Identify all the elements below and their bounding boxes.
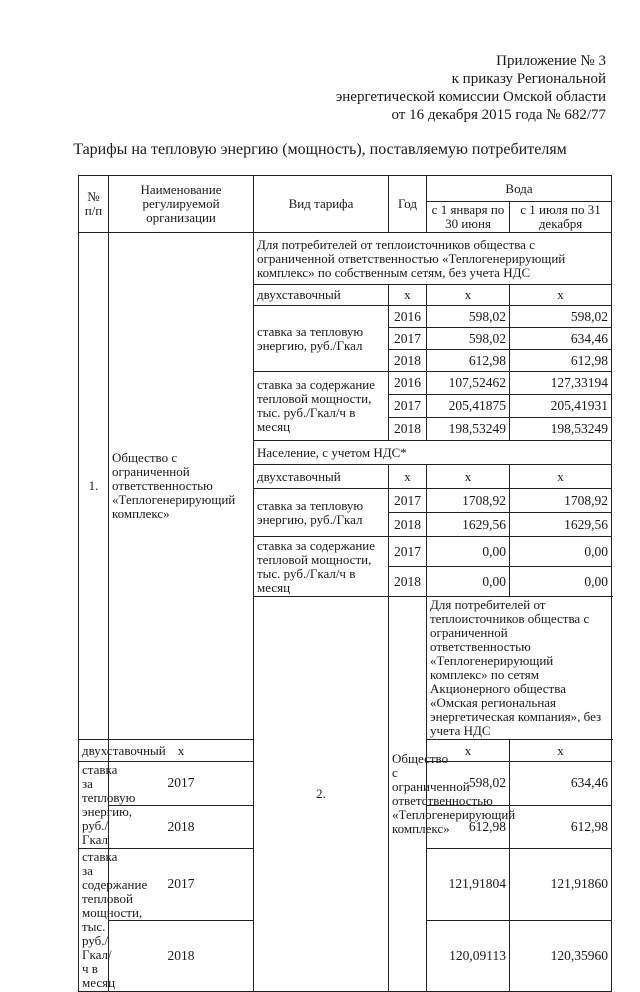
value-cell: 634,46	[510, 328, 612, 350]
value-cell: 598,02	[427, 328, 510, 350]
year-cell: 2018	[389, 513, 427, 537]
row2-rate-heat: ставка за тепловую энергию, руб./Гкал	[79, 762, 109, 849]
row1-b-rate-heat: ставка за тепловую энергию, руб./Гкал	[254, 489, 389, 537]
year-cell: 2017	[389, 489, 427, 513]
row1-a-rate-capacity: ставка за содержание тепловой мощности, тыс. руб./Гкал/ч в месяц	[254, 372, 389, 441]
row1-a-rate-heat: ставка за тепловую энергию, руб./Гкал	[254, 306, 389, 372]
row2-org: Общество с ограниченной ответственностью «Теплогенерирующий комплекс»	[389, 597, 427, 992]
row1-b-rate-capacity: ставка за содержание тепловой мощности, тыс. руб./Гкал/ч в месяц	[254, 537, 389, 597]
appendix-line-3: энергетической комиссии Омской области	[335, 89, 606, 105]
row2-two-part: двухставочный	[79, 740, 109, 762]
value-cell: 1708,92	[427, 489, 510, 513]
value-cell: 205,41875	[427, 395, 510, 418]
row1-b-two-part: двухставочный	[254, 465, 389, 489]
header-num: № п/п	[79, 176, 109, 233]
appendix-line-2: к приказу Региональной	[451, 71, 606, 87]
value-cell: 205,41931	[510, 395, 612, 418]
year-cell: 2016	[389, 372, 427, 395]
header-year: Год	[389, 176, 427, 233]
value-cell: 198,53249	[427, 418, 510, 441]
header-water: Вода	[427, 176, 612, 202]
value-cell: 612,98	[510, 805, 612, 849]
row1-a-x-v1: х	[427, 285, 510, 306]
row1-b-x-v1: х	[427, 465, 510, 489]
year-cell: 2017	[109, 849, 254, 921]
value-cell: 127,33194	[510, 372, 612, 395]
row1-a-x-v2: х	[510, 285, 612, 306]
value-cell: 120,35960	[510, 920, 612, 992]
year-cell: 2018	[109, 920, 254, 992]
appendix-line-1: Приложение № 3	[496, 53, 606, 69]
row1-b-x-year: х	[389, 465, 427, 489]
row1-section-a: Для потребителей от теплоисточников общества с ограниченной ответственностью «Теплогенерирующий комплекс» по собственным сетям, без учета НДС	[254, 233, 612, 285]
header-org: Наименование регулируемой организации	[109, 176, 254, 233]
header-period-1: с 1 января по 30 июня	[427, 202, 510, 233]
row1-a-two-part: двухставочный	[254, 285, 389, 306]
header-period-2: с 1 июля по 31 декабря	[510, 202, 612, 233]
year-cell: 2018	[389, 567, 427, 597]
appendix-block	[336, 52, 606, 124]
year-cell: 2018	[389, 350, 427, 372]
row1-org: Общество с ограниченной ответственностью «Теплогенерирующий комплекс»	[109, 233, 254, 740]
row2-x-year: х	[109, 740, 254, 762]
row2-x-v1: х	[427, 740, 510, 762]
value-cell: 1708,92	[510, 489, 612, 513]
row2-x-v2: х	[510, 740, 612, 762]
row2-num: 2.	[254, 597, 389, 992]
value-cell: 598,02	[510, 306, 612, 328]
value-cell: 612,98	[427, 350, 510, 372]
year-cell: 2017	[389, 395, 427, 418]
value-cell: 121,91804	[427, 849, 510, 921]
year-cell: 2017	[109, 762, 254, 806]
tariffs-table	[78, 175, 612, 992]
value-cell: 0,00	[427, 537, 510, 567]
value-cell: 120,09113	[427, 920, 510, 992]
year-cell: 2017	[389, 537, 427, 567]
value-cell: 634,46	[510, 762, 612, 806]
year-cell: 2018	[389, 418, 427, 441]
year-cell: 2016	[389, 306, 427, 328]
value-cell: 598,02	[427, 306, 510, 328]
row1-b-x-v2: х	[510, 465, 612, 489]
year-cell: 2018	[109, 805, 254, 849]
value-cell: 0,00	[510, 537, 612, 567]
row2-rate-capacity: ставка за содержание тепловой мощности, тыс. руб./Гкал/ч в месяц	[79, 849, 109, 992]
value-cell: 612,98	[427, 805, 510, 849]
row1-num: 1.	[79, 233, 109, 740]
row1-section-b: Население, с учетом НДС*	[254, 441, 612, 465]
value-cell: 612,98	[510, 350, 612, 372]
year-cell: 2017	[389, 328, 427, 350]
value-cell: 0,00	[510, 567, 612, 597]
appendix-line-4: от 16 декабря 2015 года № 682/77	[391, 107, 606, 123]
value-cell: 107,52462	[427, 372, 510, 395]
document-title: Тарифы на тепловую энергию (мощность), поставляемую потребителям	[73, 141, 567, 158]
value-cell: 198,53249	[510, 418, 612, 441]
value-cell: 1629,56	[427, 513, 510, 537]
header-tariff-type: Вид тарифа	[254, 176, 389, 233]
value-cell: 1629,56	[510, 513, 612, 537]
value-cell: 0,00	[427, 567, 510, 597]
value-cell: 598,02	[427, 762, 510, 806]
value-cell: 121,91860	[510, 849, 612, 921]
row2-section-a: Для потребителей от теплоисточников общества с ограниченной ответственностью «Теплогенерирующий комплекс» по сетям Акционерного общества «Омская региональная энергетическая компания», без учета НДС	[427, 597, 612, 740]
row1-a-x-year: х	[389, 285, 427, 306]
